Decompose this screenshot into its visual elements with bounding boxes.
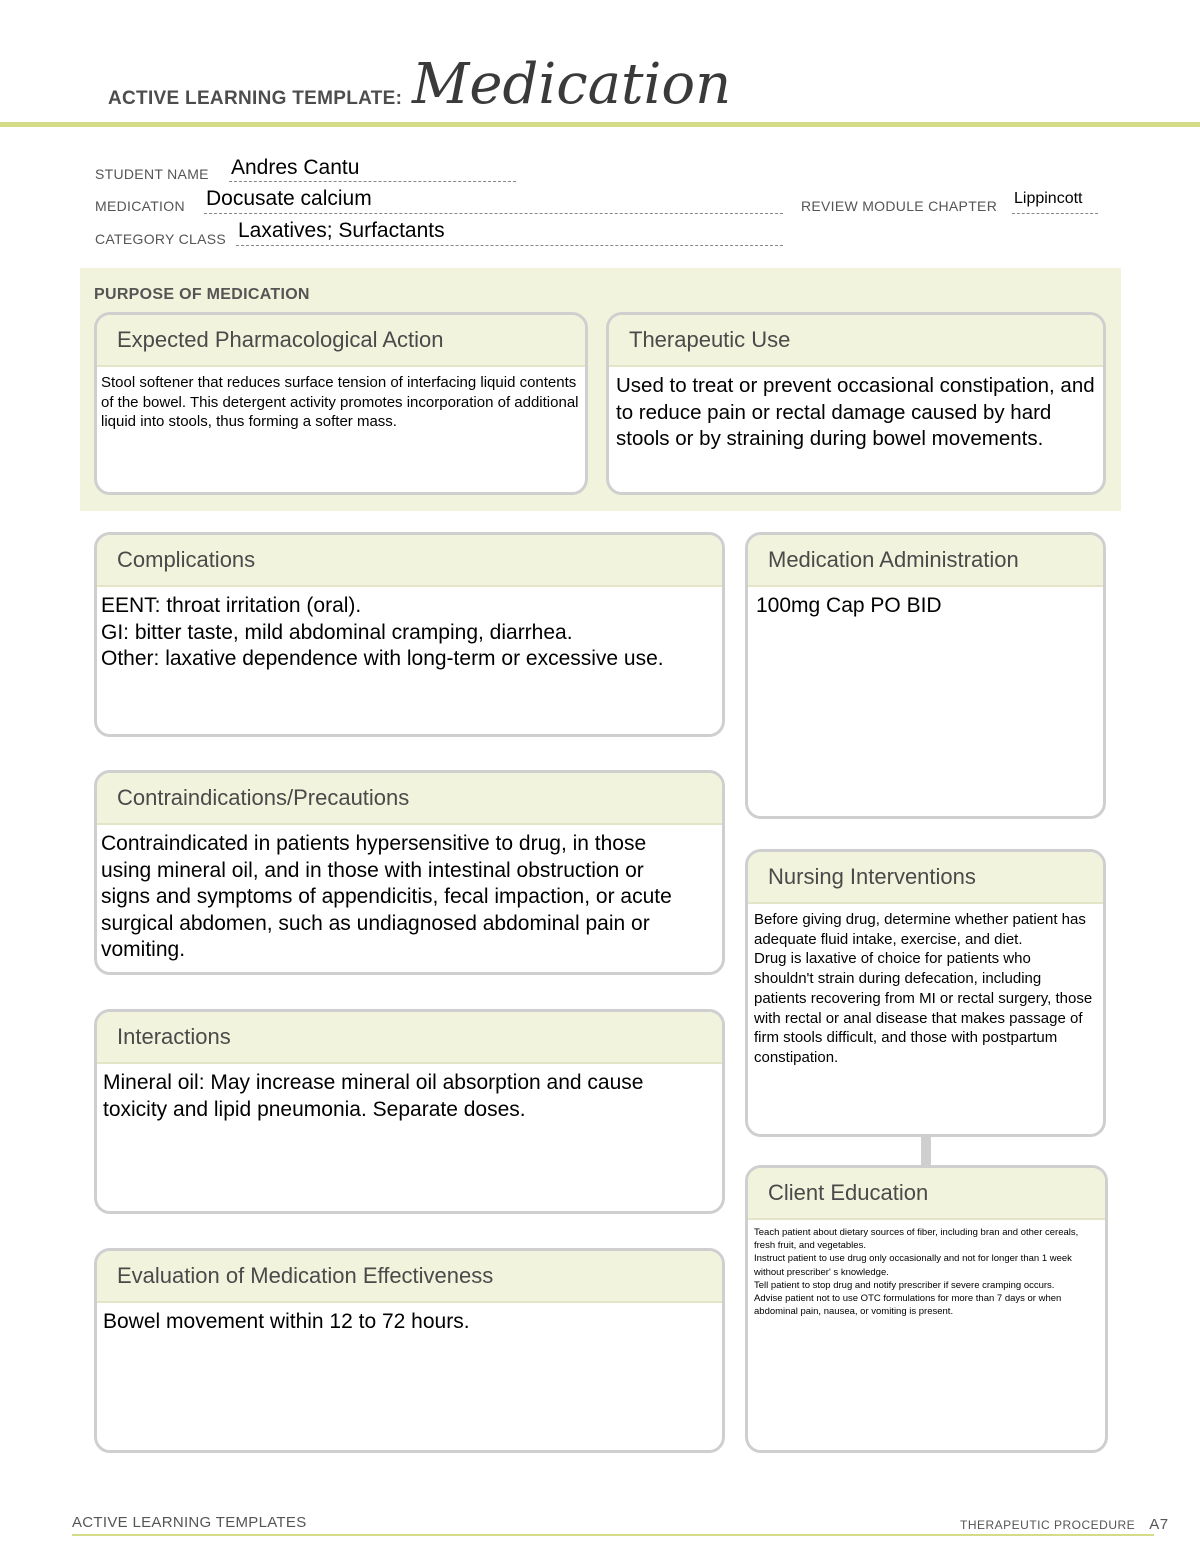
header-rule — [0, 122, 1200, 127]
review-module-field[interactable]: Lippincott — [1014, 190, 1083, 207]
complications-title: Complications — [97, 535, 722, 587]
medication-administration-text[interactable]: 100mg Cap PO BID — [756, 594, 942, 617]
student-name-label: STUDENT NAME — [95, 166, 209, 182]
review-module-label: REVIEW MODULE CHAPTER — [801, 198, 998, 214]
template-label: ACTIVE LEARNING TEMPLATE: — [108, 88, 403, 109]
contraindications-title: Contraindications/Precautions — [97, 773, 722, 825]
therapeutic-use-box — [606, 312, 1106, 495]
purpose-title: PURPOSE OF MEDICATION — [94, 286, 310, 303]
expected-action-title: Expected Pharmacological Action — [97, 315, 585, 367]
student-name-field[interactable]: Andres Cantu — [231, 156, 360, 179]
client-education-text[interactable] — [748, 1220, 1105, 1318]
medication-administration-box — [745, 532, 1106, 819]
evaluation-box — [94, 1248, 725, 1453]
complications-line: GI: bitter taste, mild abdominal cramping, diarrhea. — [101, 620, 573, 644]
complications-line: Other: laxative dependence with long-term or excessive use. — [101, 647, 664, 670]
footer-right — [960, 1516, 1169, 1533]
client-education-line: Tell patient to stop drug and notify prescriber if severe cramping occurs. — [754, 1279, 1055, 1291]
expected-action-box — [94, 312, 588, 495]
client-education-line: Instruct patient to use drug only occasionally and not for longer than 1 week without prescriber' s knowledge. — [754, 1253, 1072, 1278]
footer-right-label: THERAPEUTIC PROCEDURE — [960, 1518, 1136, 1532]
nursing-interventions-box — [745, 849, 1106, 1137]
contraindications-text[interactable]: Contraindicated in patients hypersensitive to drug, in those using mineral oil, and in those with intestinal obstruction or signs and symptoms of appendicitis, fecal impaction, or acute surgical abdomen, such as undiagnosed abdominal pain or vomiting. — [101, 832, 672, 961]
client-education-line: Teach patient about dietary sources of fiber, including bran and other cereals, fresh fruit, and vegetables. — [754, 1227, 1079, 1252]
page-number: A7 — [1149, 1516, 1169, 1533]
page-header — [0, 40, 1200, 130]
medication-line — [204, 213, 783, 214]
student-name-line — [229, 181, 516, 182]
expected-action-text[interactable]: Stool softener that reduces surface tension of interfacing liquid contents of the bowel. This detergent activity promotes incorporation of additional liquid into stools, thus forming a softer mass. — [101, 374, 579, 431]
complications-line: EENT: throat irritation (oral). — [101, 594, 362, 617]
box-connector — [921, 1136, 931, 1166]
category-class-label: CATEGORY CLASS — [95, 231, 227, 247]
nursing-interventions-line: Before giving drug, determine whether patient has adequate fluid intake, exercise, and diet. — [754, 911, 1086, 948]
interactions-text[interactable]: Mineral oil: May increase mineral oil absorption and cause toxicity and lipid pneumonia. Separate doses. — [103, 1071, 644, 1121]
footer-left-label: ACTIVE LEARNING TEMPLATES — [72, 1514, 307, 1531]
complications-text[interactable] — [97, 587, 722, 673]
evaluation-title: Evaluation of Medication Effectiveness — [97, 1251, 722, 1303]
medication-field[interactable]: Docusate calcium — [206, 187, 372, 210]
nursing-interventions-line: Drug is laxative of choice for patients who shouldn't strain during defecation, including patients recovering from MI or rectal surgery, those with rectal or anal disease that makes passage of firm stools difficult, and those with postpartum constipation. — [754, 950, 1093, 1066]
therapeutic-use-text[interactable]: Used to treat or prevent occasional constipation, and to reduce pain or rectal damage caused by hard stools or by straining during bowel movements. — [616, 374, 1095, 450]
template-type-title: Medication — [412, 52, 732, 117]
footer-rule — [72, 1534, 1154, 1536]
complications-box — [94, 532, 725, 737]
client-education-title: Client Education — [748, 1168, 1105, 1220]
category-class-field[interactable]: Laxatives; Surfactants — [238, 219, 445, 242]
client-education-box — [745, 1165, 1108, 1453]
contraindications-box — [94, 770, 725, 975]
nursing-interventions-title: Nursing Interventions — [748, 852, 1103, 904]
evaluation-text[interactable]: Bowel movement within 12 to 72 hours. — [103, 1310, 470, 1333]
client-education-line: Advise patient not to use OTC formulations for more than 7 days or when abdominal pain, nausea, or vomiting is present. — [754, 1293, 1062, 1318]
interactions-title: Interactions — [97, 1012, 722, 1064]
medication-label: MEDICATION — [95, 198, 185, 214]
category-class-line — [236, 245, 783, 246]
medication-administration-title: Medication Administration — [748, 535, 1103, 587]
interactions-box — [94, 1009, 725, 1214]
therapeutic-use-title: Therapeutic Use — [609, 315, 1103, 367]
nursing-interventions-text[interactable] — [748, 904, 1103, 1068]
review-module-line — [1012, 213, 1098, 214]
